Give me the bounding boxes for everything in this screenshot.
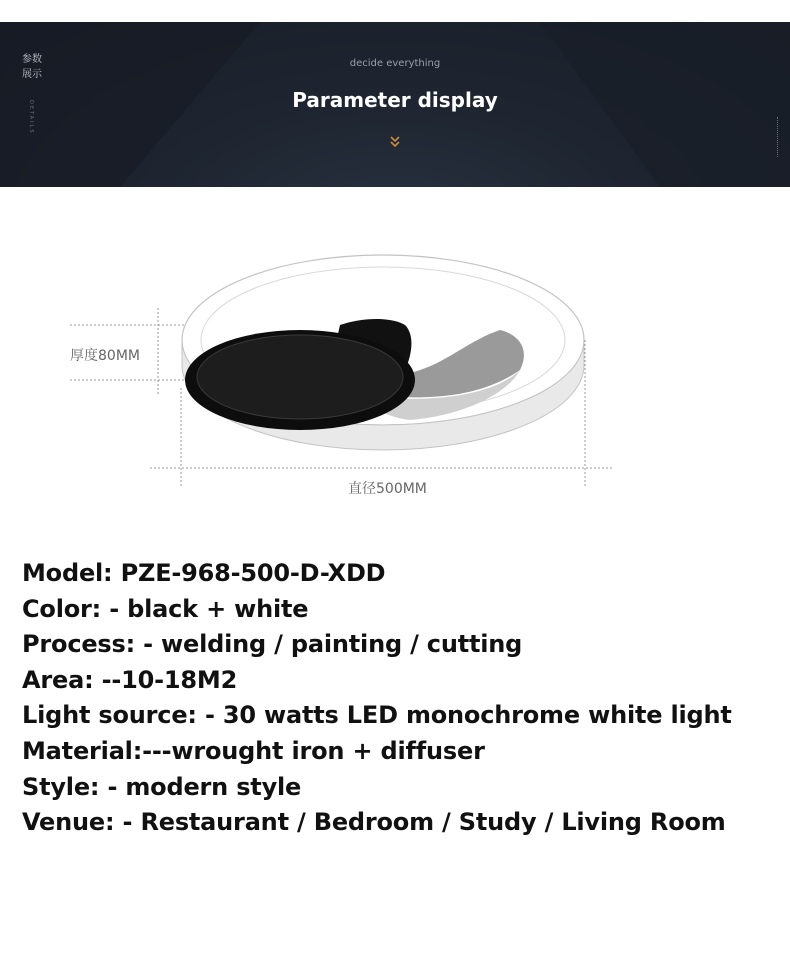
spec-venue: Venue: - Restaurant / Bedroom / Study / Living Room bbox=[22, 808, 726, 837]
spec-material: Material:---wrought iron + diffuser bbox=[22, 736, 485, 765]
header-banner bbox=[0, 22, 790, 187]
banner-title: Parameter display bbox=[292, 88, 498, 112]
spec-model: Model: PZE-968-500-D-XDD bbox=[22, 559, 386, 587]
spec-list bbox=[22, 556, 782, 841]
product-diagram bbox=[0, 230, 790, 510]
double-chevron-down-icon bbox=[388, 134, 402, 150]
right-divider bbox=[777, 117, 780, 157]
spec-process: Process: - welding / painting / cutting bbox=[22, 630, 523, 659]
banner-subtitle: decide everything bbox=[349, 58, 441, 69]
side-label-line-1: 参数 bbox=[22, 54, 42, 65]
thickness-label: 厚度80MM bbox=[70, 348, 140, 364]
spec-style: Style: - modern style bbox=[22, 772, 302, 801]
spec-color: Color: - black + white bbox=[22, 594, 309, 623]
diameter-label: 直径500MM bbox=[348, 481, 427, 497]
spec-area: Area: --10-18M2 bbox=[22, 665, 238, 694]
side-vertical-label: DETAILS bbox=[28, 100, 34, 135]
spec-light-source: Light source: - 30 watts LED monochrome white light bbox=[22, 701, 732, 730]
side-label-line-2: 展示 bbox=[22, 69, 42, 80]
black-disk-inner bbox=[197, 335, 403, 419]
